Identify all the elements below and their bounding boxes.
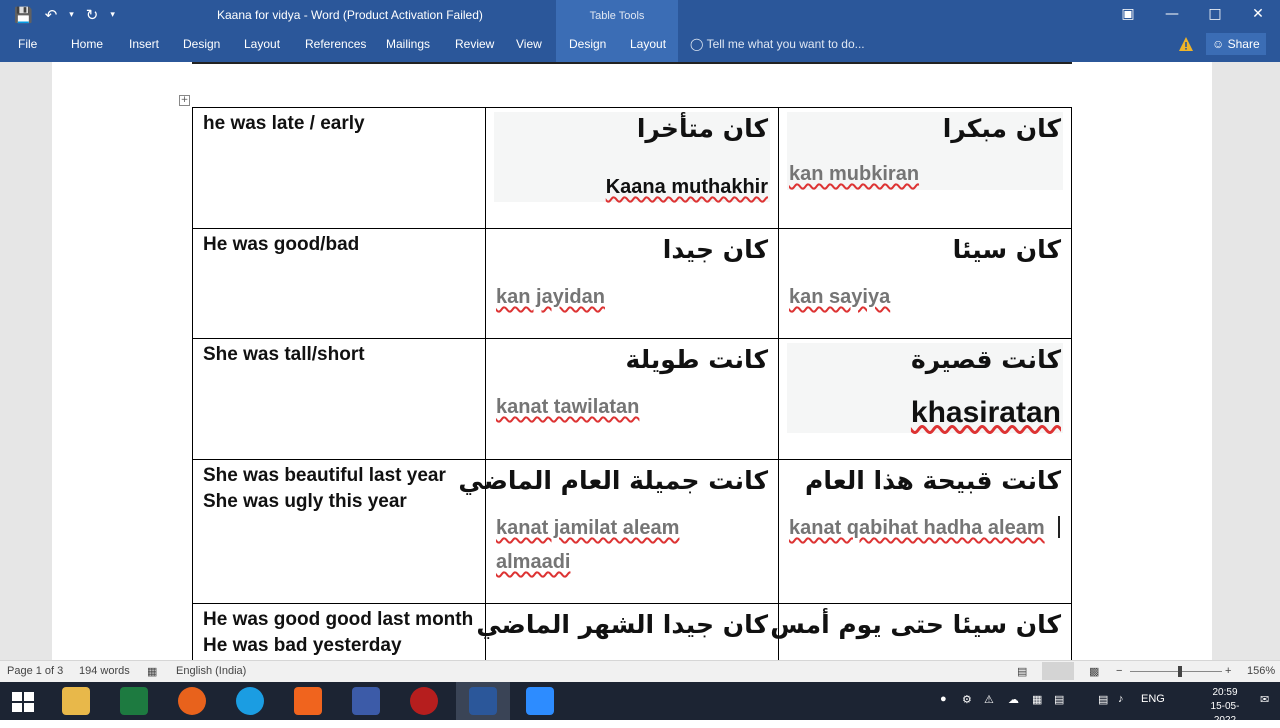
print-layout-icon[interactable] xyxy=(1042,662,1074,680)
table-cell[interactable] xyxy=(192,338,486,460)
arabic-text: كانت قصيرة xyxy=(911,345,1061,374)
table-cell[interactable] xyxy=(192,107,486,229)
zoom-in-button[interactable]: + xyxy=(1225,665,1232,677)
zoom-level[interactable]: 156% xyxy=(1247,665,1276,677)
transliteration-line: kanat jamilat aleam xyxy=(496,517,680,539)
tray-network-icon[interactable]: ▤ xyxy=(1098,694,1109,706)
table-move-handle-icon[interactable]: + xyxy=(180,95,189,105)
document-area xyxy=(0,62,1280,660)
lightbulb-icon: ◯ xyxy=(690,37,704,51)
transliteration-text xyxy=(496,511,679,579)
table-cell[interactable] xyxy=(192,228,486,339)
media-app-icon[interactable] xyxy=(410,687,438,715)
transliteration-text: khasiratan xyxy=(910,396,1061,429)
excel-icon[interactable] xyxy=(120,687,148,715)
english-text: He was good/bad xyxy=(203,234,360,255)
tab-references[interactable]: References xyxy=(305,37,367,51)
tray-volume-icon[interactable]: ♪ xyxy=(1118,693,1124,705)
proofing-icon[interactable]: ▦ xyxy=(147,666,158,678)
clock[interactable] xyxy=(1205,686,1245,728)
table-cell[interactable] xyxy=(778,459,1072,604)
clock-date: 15-05-2022 xyxy=(1210,701,1240,726)
tab-home[interactable]: Home xyxy=(71,37,104,51)
firefox-icon[interactable] xyxy=(178,687,206,715)
transliteration-text: kan sayiya xyxy=(789,286,891,308)
quick-access-toolbar xyxy=(14,4,115,26)
word-taskbar-button[interactable] xyxy=(456,682,510,720)
table-cell[interactable] xyxy=(778,228,1072,339)
notifications-icon[interactable]: ✉ xyxy=(1260,694,1270,706)
file-explorer-icon[interactable] xyxy=(62,687,90,715)
english-text xyxy=(203,607,473,659)
tab-mailings[interactable]: Mailings xyxy=(386,37,431,51)
transliteration-text: kan mubkiran xyxy=(789,163,920,185)
minimize-icon[interactable]: — xyxy=(1165,6,1179,22)
tray-chrome-icon[interactable]: ● xyxy=(940,693,947,705)
english-line: He was bad yesterday xyxy=(203,635,402,656)
table-cell[interactable] xyxy=(778,338,1072,460)
tell-me-search[interactable] xyxy=(690,33,865,55)
arabic-text: كان جيدا الشهر الماضي xyxy=(476,610,768,639)
zoom-out-button[interactable]: − xyxy=(1116,665,1123,677)
table-cell[interactable] xyxy=(192,459,486,604)
status-bar xyxy=(0,660,1280,682)
arabic-text: كان سيئا حتى يوم أمس xyxy=(770,610,1061,639)
restore-ribbon-icon[interactable]: ▣ xyxy=(1121,6,1135,22)
title-bar xyxy=(0,0,1280,62)
word-icon xyxy=(469,687,497,715)
arabic-text: كانت طويلة xyxy=(625,345,768,374)
edge-icon[interactable] xyxy=(236,687,264,715)
warning-icon[interactable] xyxy=(1178,36,1194,52)
tab-file[interactable]: File xyxy=(18,37,38,51)
arabic-text: كانت جميلة العام الماضي xyxy=(458,466,768,495)
table-cell[interactable] xyxy=(485,228,779,339)
save-icon[interactable]: 💾 xyxy=(14,6,33,24)
customize-qat-icon[interactable]: ▾ xyxy=(110,10,115,20)
tab-view[interactable]: View xyxy=(516,37,542,51)
tray-display-icon[interactable]: ▦ xyxy=(1032,694,1043,706)
tab-table-design[interactable]: Design xyxy=(569,37,607,51)
transliteration-text: Kaana muthakhir xyxy=(605,176,768,198)
english-text: he was late / early xyxy=(203,113,365,134)
tray-monitor-icon[interactable]: ▤ xyxy=(1054,694,1065,706)
share-button[interactable] xyxy=(1206,33,1266,55)
maximize-icon[interactable]: □ xyxy=(1208,6,1222,22)
english-line: She was beautiful last year xyxy=(203,465,446,486)
zoom-slider-thumb[interactable] xyxy=(1178,666,1182,677)
english-text xyxy=(203,463,446,515)
word-count[interactable]: 194 words xyxy=(79,665,130,677)
clock-time: 20:59 xyxy=(1212,687,1238,698)
close-icon[interactable]: ✕ xyxy=(1252,6,1264,22)
english-line: She was ugly this year xyxy=(203,491,407,512)
window-title: Kaana for vidya - Word (Product Activation Failed) xyxy=(217,8,483,22)
table-cell[interactable] xyxy=(778,107,1072,229)
english-line: He was good good last month xyxy=(203,609,474,630)
tray-cloud-icon[interactable]: ☁ xyxy=(1008,694,1019,706)
ribbon-tabs xyxy=(0,33,1280,55)
arabic-text: كانت قبيحة هذا العام xyxy=(805,466,1061,495)
transliteration-text: kanat qabihat hadha aleam xyxy=(789,517,1045,539)
arabic-text: كان متأخرا xyxy=(636,114,768,143)
top-border-line xyxy=(192,62,1072,64)
arabic-text: كان سيئا xyxy=(952,235,1061,264)
windows-start-icon[interactable] xyxy=(12,692,34,712)
transliteration-text: kan jayidan xyxy=(496,286,605,308)
tab-table-layout[interactable]: Layout xyxy=(630,37,667,51)
taskbar xyxy=(0,682,1280,726)
zoom-slider[interactable] xyxy=(1130,671,1222,672)
undo-dropdown-icon[interactable]: ▾ xyxy=(69,10,74,20)
undo-icon[interactable]: ↶ xyxy=(44,6,58,24)
remote-app-icon[interactable] xyxy=(352,687,380,715)
person-icon: ☺ xyxy=(1212,37,1225,51)
arabic-text: كان مبكرا xyxy=(942,114,1061,143)
tab-insert[interactable]: Insert xyxy=(129,37,160,51)
text-cursor-icon xyxy=(1058,516,1060,538)
language-indicator-taskbar[interactable]: ENG xyxy=(1141,693,1165,705)
redo-icon[interactable]: ↻ xyxy=(85,6,99,24)
tray-app-icon[interactable]: ⚙ xyxy=(962,694,972,706)
mi-icon[interactable] xyxy=(294,687,322,715)
web-layout-icon[interactable]: ▩ xyxy=(1089,666,1100,678)
english-text: She was tall/short xyxy=(203,344,365,365)
document-page[interactable] xyxy=(52,62,1212,660)
tab-review[interactable]: Review xyxy=(455,37,495,51)
table-cell[interactable] xyxy=(485,338,779,460)
language-indicator[interactable]: English (India) xyxy=(176,665,247,677)
tab-layout[interactable]: Layout xyxy=(244,37,281,51)
table-cell[interactable] xyxy=(458,459,779,604)
tray-security-icon[interactable]: ⚠ xyxy=(984,694,994,706)
zoom-icon[interactable] xyxy=(526,687,554,715)
read-mode-icon[interactable]: ▤ xyxy=(1017,666,1028,678)
arabic-text: كان جيدا xyxy=(662,235,768,264)
table-tools-label: Table Tools xyxy=(589,10,645,22)
tell-me-text: Tell me what you want to do... xyxy=(706,37,865,51)
tab-design[interactable]: Design xyxy=(183,37,221,51)
table-cell[interactable] xyxy=(485,107,779,229)
share-label: Share xyxy=(1227,37,1260,51)
page-count[interactable]: Page 1 of 3 xyxy=(7,665,64,677)
transliteration-text: kanat tawilatan xyxy=(496,396,640,418)
transliteration-line: almaadi xyxy=(496,551,571,573)
